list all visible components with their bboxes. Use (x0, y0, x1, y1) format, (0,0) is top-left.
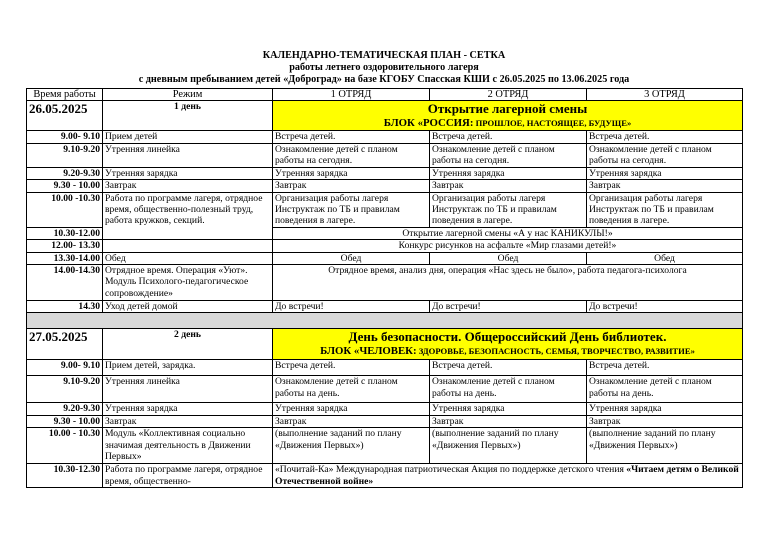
squad-2-cell: Ознакомление детей с планом работы на сегодня. (430, 143, 587, 167)
squad-3-cell: Утренняя зарядка (587, 167, 743, 179)
squad-3-cell: До встречи! (587, 301, 743, 313)
table-row (27, 252, 743, 264)
squad-2-cell: До встречи! (430, 301, 587, 313)
column-header-time: Время работы (27, 89, 103, 101)
table-row (27, 403, 743, 415)
schedule-table (26, 88, 743, 488)
squad-2-cell: Обед (430, 252, 587, 264)
squad-2-cell: Завтрак (430, 180, 587, 192)
time-cell: 10.00 - 10.30 (27, 428, 103, 464)
squad-2-cell: Встреча детей. (430, 360, 587, 376)
time-cell: 9.10-9.20 (27, 376, 103, 403)
squad-2-cell: Ознакомление детей с планом работы на день. (430, 376, 587, 403)
time-cell: 14.00-14.30 (27, 265, 103, 301)
merged-activity-cell: Конкурс рисунков на асфальте «Мир глазами детей!» (273, 240, 743, 252)
day-1-theme (273, 101, 743, 131)
column-header-mode: Режим (103, 89, 273, 101)
day-1-block-title: БЛОК «РОССИЯ: ПРОШЛОЕ, НАСТОЯЩЕЕ, БУДУЩЕ» (383, 117, 632, 130)
squad-3-cell: Завтрак (587, 180, 743, 192)
squad-1-cell: До встречи! (273, 301, 430, 313)
time-cell: 13.30-14.00 (27, 252, 103, 264)
time-cell: 9.00- 9.10 (27, 131, 103, 143)
squad-1-cell: Встреча детей. (273, 360, 430, 376)
column-header-squad-1: 1 ОТРЯД (273, 89, 430, 101)
squad-3-cell: Обед (587, 252, 743, 264)
squad-3-cell: (выполнение заданий по плану «Движения Первых») (587, 428, 743, 464)
time-cell: 9.20-9.30 (27, 403, 103, 415)
table-row (27, 240, 743, 252)
time-cell: 9.00- 9.10 (27, 360, 103, 376)
mode-cell: Утренняя линейка (103, 376, 273, 403)
squad-1-cell: Завтрак (273, 180, 430, 192)
squad-1-cell: Утренняя зарядка (273, 403, 430, 415)
table-row (27, 415, 743, 427)
day-2-block-title: БЛОК «ЧЕЛОВЕК: ЗДОРОВЬЕ, БЕЗОПАСНОСТЬ, СЕМЬЯ, ТВОРЧЕСТВО, РАЗВИТИЕ» (320, 345, 695, 358)
mode-cell: Модуль «Коллективная социально значимая деятельность в Движении Первых» (103, 428, 273, 464)
mode-cell: Уход детей домой (103, 301, 273, 313)
time-cell: 12.00- 13.30 (27, 240, 103, 252)
mode-cell: Работа по программе лагеря, отрядное время, общественно-полезный труд, работа кружков, секций. (103, 192, 273, 240)
day-2-date: 27.05.2025 (27, 329, 103, 360)
table-row (27, 301, 743, 313)
time-cell: 9.30 - 10.00 (27, 180, 103, 192)
day-2-event-title: День безопасности. Общероссийский День библиотек. (348, 329, 667, 345)
squad-2-cell: (выполнение заданий по плану «Движения Первых») (430, 428, 587, 464)
squad-3-cell: Ознакомление детей с планом работы на сегодня. (587, 143, 743, 167)
day-1-header-row (27, 101, 743, 131)
day-1-event-title: Открытие лагерной смены (427, 101, 588, 117)
time-cell: 10.30-12.30 (27, 464, 103, 488)
squad-3-cell: Завтрак (587, 415, 743, 427)
squad-1-cell: Встреча детей. (273, 131, 430, 143)
squad-2-cell: Утренняя зарядка (430, 403, 587, 415)
mode-cell: Утренняя линейка (103, 143, 273, 167)
time-cell: 9.30 - 10.00 (27, 415, 103, 427)
table-row (27, 131, 743, 143)
squad-3-cell: Встреча детей. (587, 131, 743, 143)
day-separator-row (27, 313, 743, 329)
table-row (27, 167, 743, 179)
table-row (27, 360, 743, 376)
day-2-theme (273, 329, 743, 360)
column-header-squad-2: 2 ОТРЯД (430, 89, 587, 101)
squad-1-cell: Обед (273, 252, 430, 264)
squad-2-cell: Организация работы лагеря Инструктаж по ТБ и правилам поведения в лагере. (430, 192, 587, 227)
time-cell: 14.30 (27, 301, 103, 313)
squad-3-cell: Ознакомление детей с планом работы на день. (587, 376, 743, 403)
squad-1-cell: Завтрак (273, 415, 430, 427)
merged-activity-cell: Отрядное время, анализ дня, операция «Нас здесь не было», работа педагога-психолога (273, 265, 743, 301)
table-row (27, 376, 743, 403)
document-title: КАЛЕНДАРНО-ТЕМАТИЧЕСКАЯ ПЛАН - СЕТКА (262, 50, 506, 61)
document-subtitle: работы летнего оздоровительного лагеря (289, 62, 479, 73)
squad-3-cell: Утренняя зарядка (587, 403, 743, 415)
mode-cell: Завтрак (103, 180, 273, 192)
squad-1-cell: (выполнение заданий по плану «Движения Первых») (273, 428, 430, 464)
squad-1-cell: Ознакомление детей с планом работы на сегодня. (273, 143, 430, 167)
day-separator (27, 313, 743, 329)
mode-cell: Утренняя зарядка (103, 403, 273, 415)
merged-activity-cell: «Почитай-Ка» Международная патриотическая Акция по поддержке детского чтения «Читаем детям о Великой Отечественной войне» (273, 464, 743, 488)
document-camp-info: с дневным пребыванием детей «Доброград» на базе КГОБУ Спасская КШИ с 26.05.2025 по 13.06.2025 года (138, 74, 630, 85)
squad-3-cell: Встреча детей. (587, 360, 743, 376)
table-row (27, 192, 743, 227)
merged-activity-cell: Открытие лагерной смены «А у нас КАНИКУЛЫ!» (273, 227, 743, 239)
mode-cell: Работа по программе лагеря, отрядное время, общественно- (103, 464, 273, 488)
table-row (27, 265, 743, 301)
table-row (27, 180, 743, 192)
squad-2-cell: Завтрак (430, 415, 587, 427)
squad-2-cell: Встреча детей. (430, 131, 587, 143)
day-2-label: 2 день (103, 329, 273, 360)
column-header-squad-3: 3 ОТРЯД (587, 89, 743, 101)
table-row (27, 428, 743, 464)
time-cell: 10.00 -10.30 (27, 192, 103, 227)
mode-cell: Отрядное время. Операция «Уют». Модуль Психолого-педагогическое сопровождение» (103, 265, 273, 301)
mode-cell: Обед (103, 252, 273, 264)
mode-cell: Прием детей, зарядка. (103, 360, 273, 376)
time-cell: 9.10-9.20 (27, 143, 103, 167)
time-cell: 9.20-9.30 (27, 167, 103, 179)
mode-cell: Прием детей (103, 131, 273, 143)
day-1-label: 1 день (103, 101, 273, 131)
column-header-row (27, 89, 743, 101)
squad-1-cell: Ознакомление детей с планом работы на день. (273, 376, 430, 403)
squad-1-cell: Организация работы лагеря Инструктаж по ТБ и правилам поведения в лагере. (273, 192, 430, 227)
time-cell: 10.30-12.00 (27, 227, 103, 239)
table-row (27, 464, 743, 488)
mode-cell: Утренняя зарядка (103, 167, 273, 179)
squad-2-cell: Утренняя зарядка (430, 167, 587, 179)
squad-1-cell: Утренняя зарядка (273, 167, 430, 179)
day-2-header-row (27, 329, 743, 360)
squad-3-cell: Организация работы лагеря Инструктаж по ТБ и правилам поведения в лагере. (587, 192, 743, 227)
mode-cell: Завтрак (103, 415, 273, 427)
table-row (27, 143, 743, 167)
day-1-date: 26.05.2025 (27, 101, 103, 131)
